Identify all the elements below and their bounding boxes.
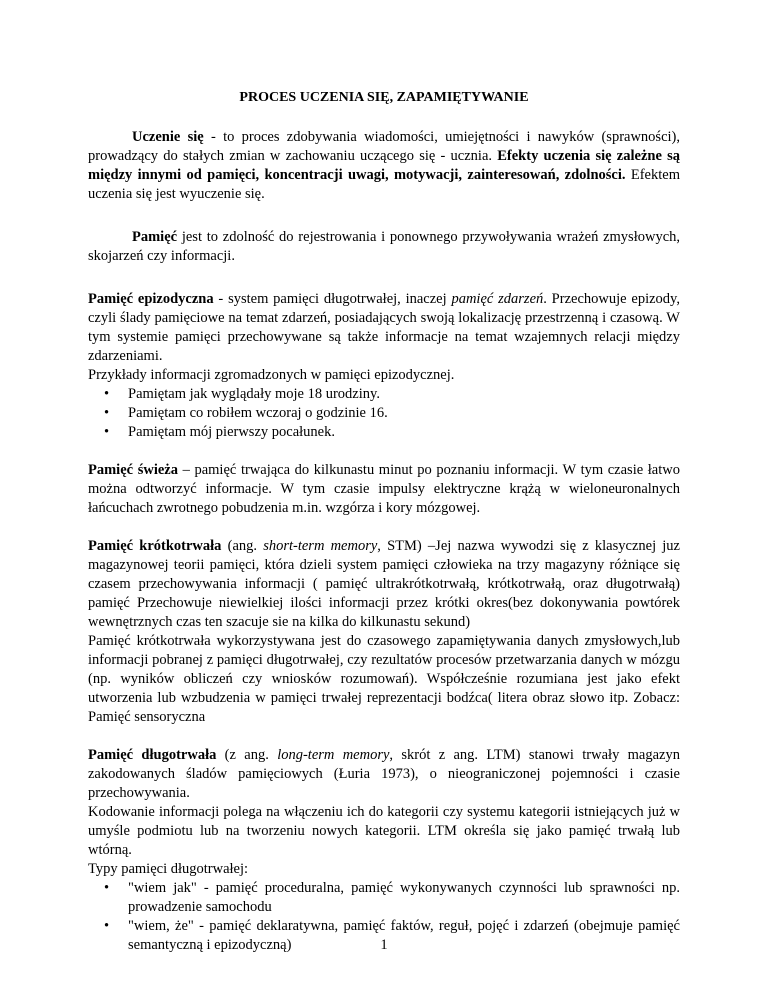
examples-intro: Przykłady informacji zgromadzonych w pamięci epizodycznej.	[88, 367, 455, 383]
term-pamiec: Pamięć	[132, 229, 178, 245]
page-title: PROCES UCZENIA SIĘ, ZAPAMIĘTYWANIE	[239, 90, 529, 105]
paragraph-pamiec-dlugotrwala: Pamięć długotrwała (z ang. long-term memory, skrót z ang. LTM) stanowi trwały magazyn zakodowanych śladów pamięciowych (Łuria 1973), o nieograniczonej pojemności i czasie przechowywania.	[88, 747, 680, 801]
document-page	[88, 76, 680, 955]
list-item: • "wiem, że" - pamięć deklaratywna, pamięć faktów, reguł, pojęć i zdarzeń (obejmuje pamięć semantyczną i epizodyczną)	[128, 917, 680, 955]
term-pamiec-krotkotrwala: Pamięć krótkotrwała	[88, 538, 222, 554]
list-item: • Pamiętam jak wyglądały moje 18 urodziny.	[128, 385, 680, 404]
paragraph-pamiec-epizodyczna: Pamięć epizodyczna - system pamięci długotrwałej, inaczej pamięć zdarzeń. Przechowuje epizody, czyli ślady pamięciowe na temat zdarzeń, posiadających swoją lokalizację przestrzenną i czasową. W tym systemie pamięci przechowywane są także informacje na temat wzajemnych relacji między zdarzeniami.	[88, 291, 680, 364]
list-item: • Pamiętam mój pierwszy pocałunek.	[128, 423, 680, 442]
paragraph-stm-usage: Pamięć krótkotrwała wykorzystywana jest do czasowego zapamiętywania danych zmysłowych,lub informacji pobranej z pamięci długotrwałej, czy rezultatów procesów przetwarzania danych w mózgu (np. wyników obliczeń czy wniosków rozumowań). Współcześnie rozumiana jest jako efekt utworzenia lub wzbudzenia w pamięci trwałej reprezentacji bodźca( litera obraz słowo itp. Zobacz: Pamięć sensoryczna	[88, 633, 680, 725]
list-item: • "wiem jak" - pamięć proceduralna, pamięć wykonywanych czynności lub sprawności np. prowadzenie samochodu	[128, 879, 680, 917]
paragraph-kodowanie: Kodowanie informacji polega na włączeniu ich do kategorii czy systemu kategorii istniejących już w umyśle podmiotu lub na tworzeniu nowych kategorii. LTM określa się jako pamięć trwałą lub wtórną.	[88, 804, 680, 858]
term-pamiec-dlugotrwala: Pamięć długotrwała	[88, 747, 217, 763]
paragraph-pamiec-krotkotrwala: Pamięć krótkotrwała (ang. short-term memory, STM) –Jej nazwa wywodzi się z klasycznej juz magazynowej teorii pamięci, która dzieli system pamięci człowieka na trzy magazyny różniące się czasem przechowywania informacji ( pamięć ultrakrótkotrwałą, krótkotrwałą, oraz długotrwałą) pamięć Przechowuje niewielkiej ilości informacji przez krótki okres(bez dokonywania powtórek wewnętrznych czas ten szacuje sie na kilka do kilkunastu sekund)	[88, 538, 680, 630]
efekty-uczenia: Efekty uczenia się zależne są między innymi od pamięci, koncentracji uwagi, motywacji, zainteresowań, zdolności.	[88, 148, 680, 183]
paragraph-uczenie-sie: Uczenie się - to proces zdobywania wiadomości, umiejętności i nawyków (sprawności), prowadzący do stałych zmian w zachowaniu uczącego się - ucznia. Efekty uczenia się zależne są między innymi od pamięci, koncentracji uwagi, motywacji, zainteresowań, zdolności. Efektem uczenia się jest wyuczenie się.	[88, 129, 680, 202]
term-pamiec-swieza: Pamięć świeża	[88, 462, 178, 478]
page-number: 1	[380, 937, 388, 953]
examples-list	[88, 385, 680, 442]
types-intro: Typy pamięci długotrwałej:	[88, 861, 249, 877]
paragraph-pamiec-swieza: Pamięć świeża – pamięć trwająca do kilkunastu minut po poznaniu informacji. W tym czasie łatwo można odtworzyć informacje. W tym czasie impulsy elektryczne krążą w wieloneuronalnych łańcuchach zwrotnego pobudzenia m.in. wzgórza i kory mózgowej.	[88, 462, 680, 516]
term-pamiec-epizodyczna: Pamięć epizodyczna	[88, 291, 214, 307]
term-uczenie-sie: Uczenie się	[132, 129, 204, 145]
paragraph-pamiec: Pamięć jest to zdolność do rejestrowania i ponownego przywoływania wrażeń zmysłowych, skojarzeń czy informacji.	[88, 229, 680, 264]
list-item: • Pamiętam co robiłem wczoraj o godzinie 16.	[128, 404, 680, 423]
